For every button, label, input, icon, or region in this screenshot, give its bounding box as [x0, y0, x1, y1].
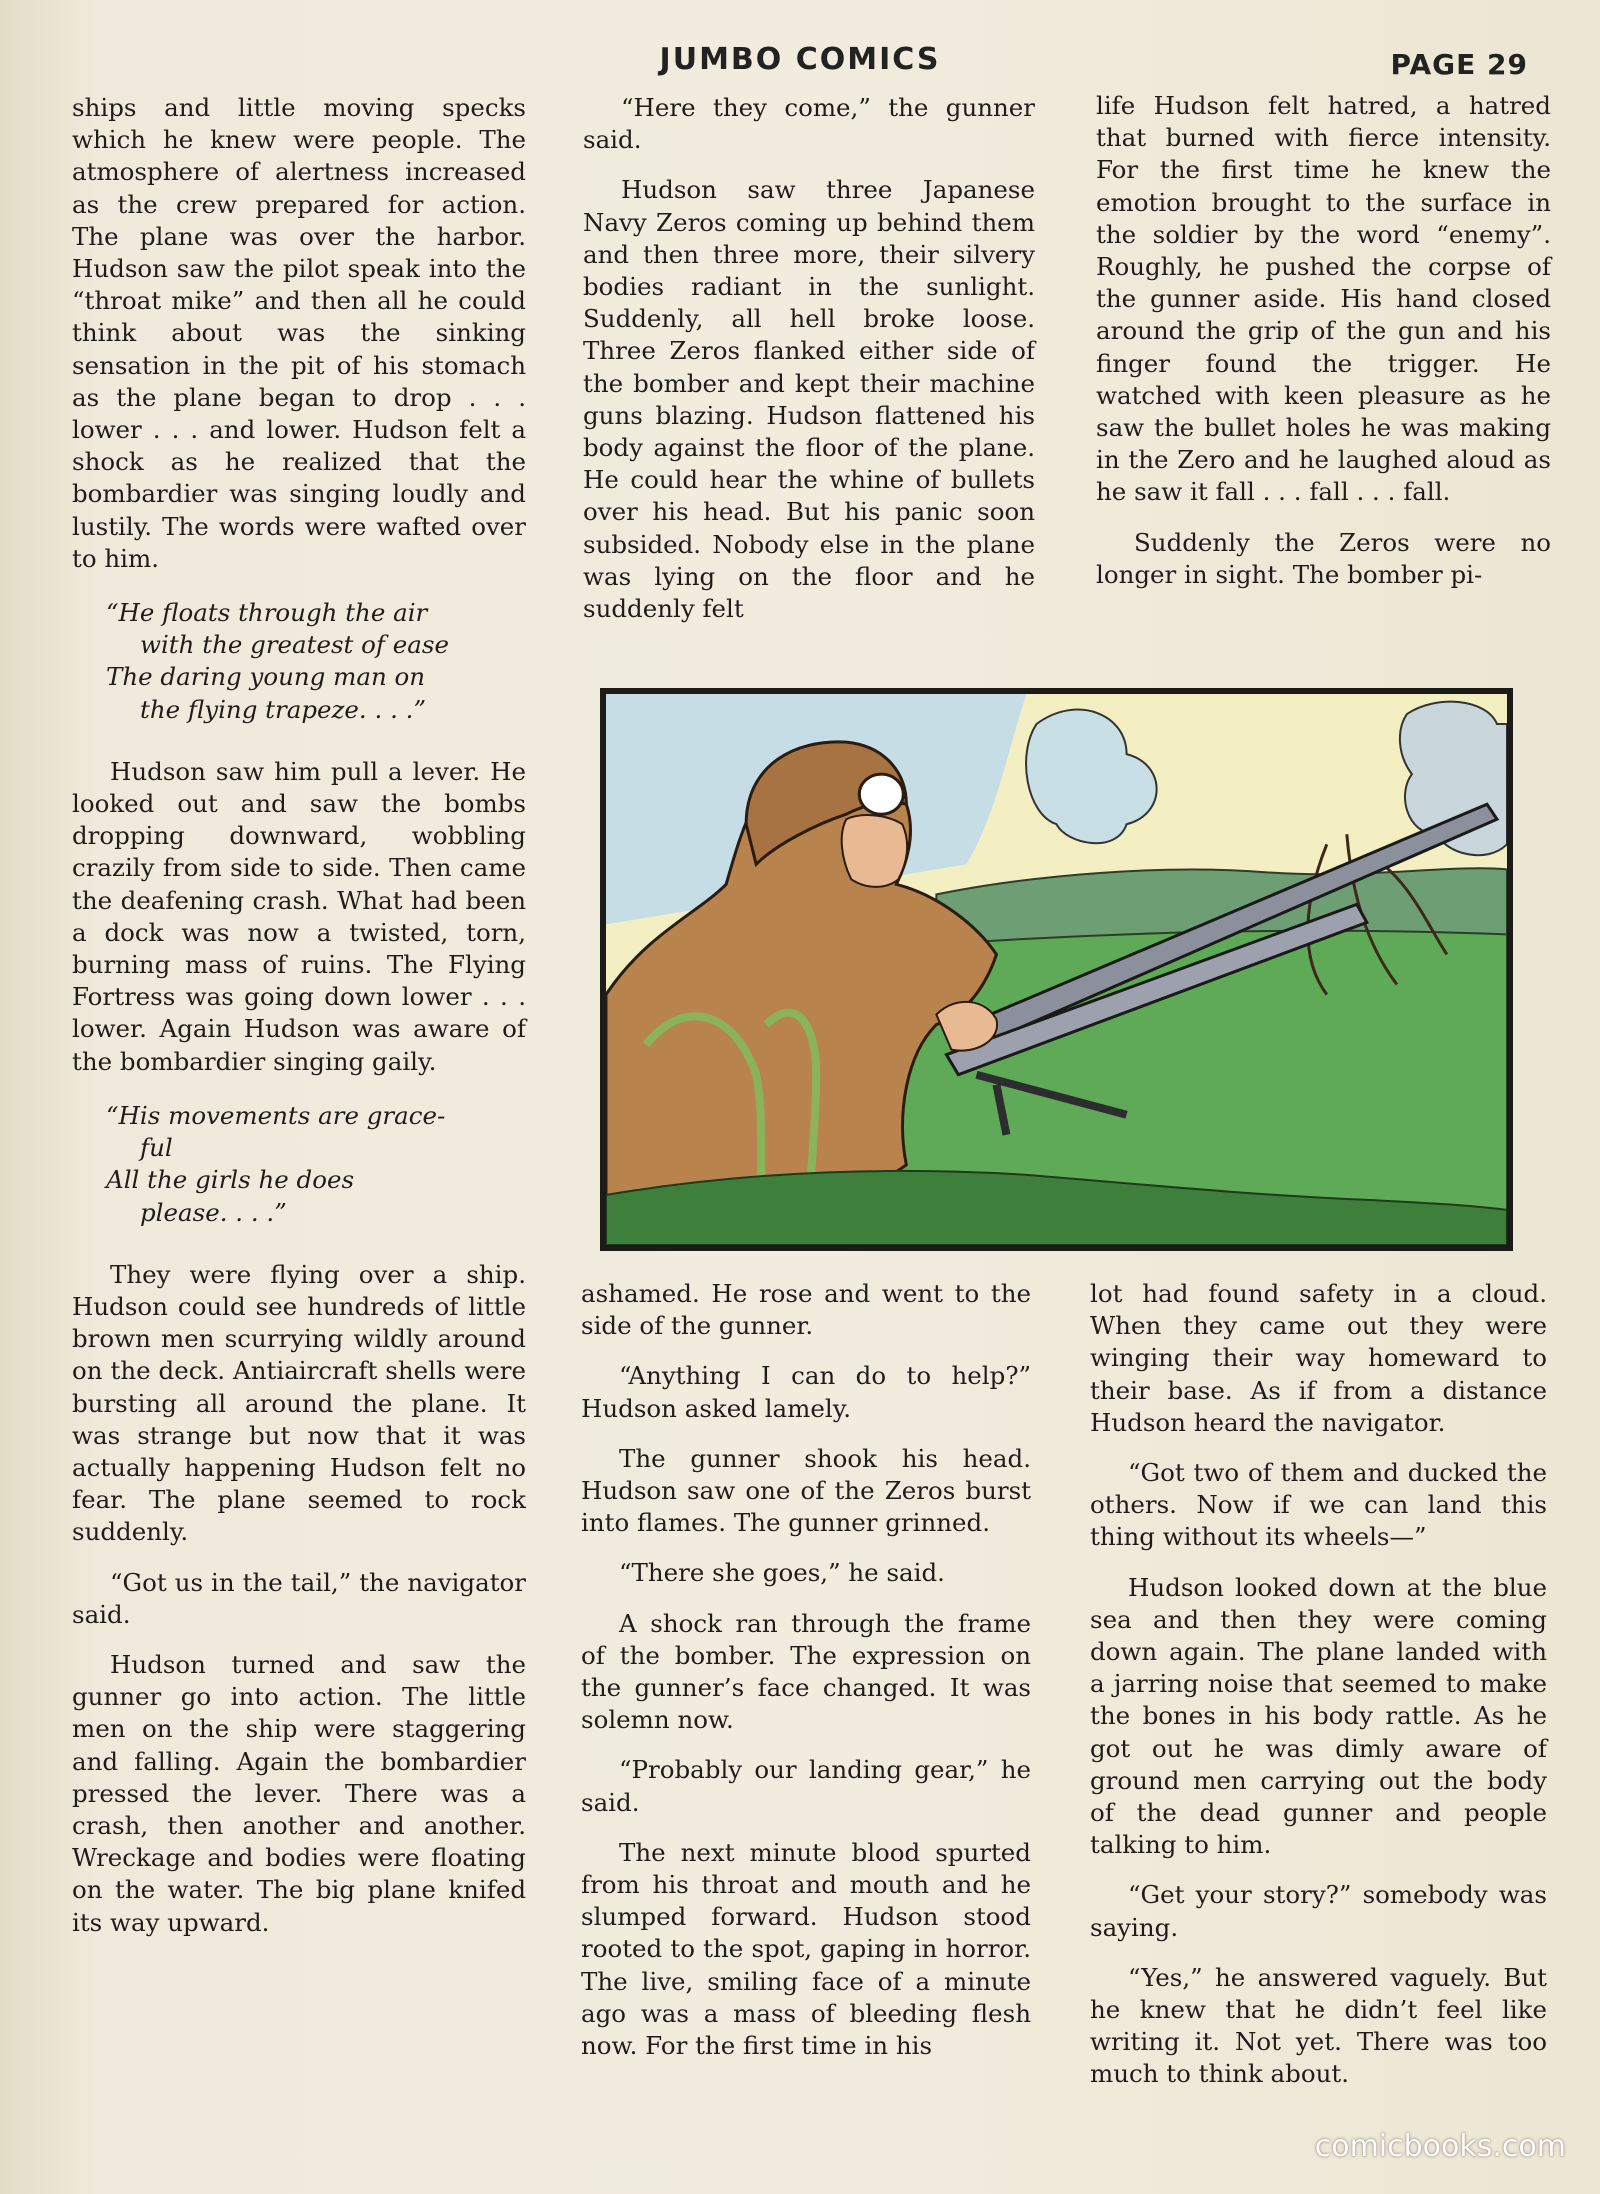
- paragraph: ships and little moving specks which he knew were people. The atmosphere of alertness increased as the crew prepared for action. The plane was over the harbor. Hudson saw the pilot speak into the “throat mike” and then all he could think about was the sinking sensation in the pit of his stomach as the plane began to drop . . . lower . . . and lower. Hudson felt a shock as he realized that the bombardier was singing loudly and lustily. The words were wafted over to him.: [72, 93, 526, 573]
- paragraph: “Got two of them and ducked the others. Now if we can land this thing without its wheels—”: [1090, 1458, 1547, 1552]
- page-number: PAGE 29: [1390, 48, 1528, 81]
- paragraph: They were flying over a ship. Hudson could see hundreds of little brown men scurrying wildly around on the deck. Antiaircraft shells were bursting all around the plane. It was strange but now that it was actually happening Hudson felt no fear. The plane seemed to rock suddenly.: [72, 1259, 526, 1547]
- paragraph: Hudson saw three Japanese Navy Zeros coming up behind them and then three more, their silvery bodies radiant in the sunlight. Suddenly, all hell broke loose. Three Zeros flanked either side of the bomber and kept their machine guns blazing. Hudson flattened his body against the floor of the plane. He could hear the whine of bullets over his head. But his panic soon subsided. Nobody else in the plane was lying on the floor and he suddenly felt: [583, 175, 1035, 624]
- magazine-title: JUMBO COMICS: [659, 42, 941, 77]
- paragraph: “Probably our landing gear,” he said.: [581, 1755, 1031, 1817]
- paragraph: A shock ran through the frame of the bomber. The expression on the gunner’s face changed. It was solemn now.: [581, 1608, 1031, 1735]
- paragraph: “Got us in the tail,” the navigator said.: [72, 1567, 526, 1629]
- text-column-3-top: [1096, 90, 1551, 609]
- paragraph: “Yes,” he answered vaguely. But he knew that he didn’t feel like writing it. Not yet. There was too much to think about.: [1090, 1962, 1547, 2089]
- paragraph: “Get your story?” somebody was saying.: [1090, 1880, 1547, 1942]
- paragraph: “There she goes,” he said.: [619, 1558, 945, 1588]
- text-column-2-bottom: [581, 1278, 1031, 2080]
- paragraph: ashamed. He rose and went to the side of the gunner.: [581, 1279, 1031, 1341]
- face: [842, 815, 907, 887]
- verse-line: please. . . .”: [140, 1197, 287, 1227]
- paragraph: The gunner shook his head. Hudson saw one of the Zeros burst into flames. The gunner grinned.: [581, 1443, 1031, 1538]
- illustration-panel: [600, 688, 1513, 1251]
- paragraph: “Here they come,” the gunner said.: [583, 93, 1035, 155]
- verse-line: “He floats through the air: [106, 598, 428, 628]
- paragraph: Hudson looked down at the blue sea and then they were coming down again. The plane landed with a jarring noise that seemed to make the bones in his body rattle. As he got out he was dimly aware of ground men carrying out the body of the dead gunner and people talking to him.: [1090, 1572, 1547, 1860]
- paragraph: Hudson turned and saw the gunner go into action. The little men on the ship were staggering and falling. Again the bombardier pressed the lever. There was a crash, then another and another. Wreckage and bodies were floating on the water. The big plane knifed its way upward.: [72, 1649, 526, 1937]
- verse-line: with the greatest of ease: [140, 630, 449, 660]
- text-column-1: [72, 92, 526, 1957]
- goggles: [859, 774, 903, 814]
- text-column-2-top: [583, 92, 1035, 643]
- paragraph: The next minute blood spurted from his throat and mouth and he slumped forward. Hudson stood rooted to the spot, gaping in horror. The live, smiling face of a minute ago was a mass of bleeding flesh now. For the first time in his: [581, 1837, 1031, 2061]
- site-watermark: comicbooks.com: [1314, 2129, 1566, 2164]
- song-verse-1: [106, 597, 526, 726]
- verse-line: “His movements are grace-: [106, 1100, 446, 1130]
- verse-line: All the girls he does: [106, 1165, 355, 1195]
- text-column-3-bottom: [1090, 1278, 1547, 2109]
- paragraph: lot had found safety in a cloud. When they came out they were winging their way homeward to their base. As if from a distance Hudson heard the navigator.: [1090, 1279, 1547, 1437]
- paragraph: Hudson saw him pull a lever. He looked out and saw the bombs dropping downward, wobbling crazily from side to side. Then came the deafening crash. What had been a dock was now a twisted, torn, burning mass of ruins. The Flying Fortress was going down lower . . . lower. Again Hudson was aware of the bombardier singing gaily.: [72, 756, 526, 1076]
- gunner-illustration: [606, 694, 1507, 1245]
- paragraph: Suddenly the Zeros were no longer in sight. The bomber pi-: [1096, 527, 1551, 589]
- verse-line: The daring young man on: [106, 662, 426, 692]
- paragraph: “Anything I can do to help?” Hudson asked lamely.: [581, 1361, 1031, 1423]
- paragraph: life Hudson felt hatred, a hatred that burned with fierce intensity. For the first time he knew the emotion brought to the surface in the soldier by the word “enemy”. Roughly, he pushed the corpse of the gunner aside. His hand closed around the grip of the gun and his finger found the trigger. He watched with keen pleasure as he saw the bullet holes he was making in the Zero and he laughed aloud as he saw it fall . . . fall . . . fall.: [1096, 91, 1551, 507]
- song-verse-2: [106, 1100, 526, 1229]
- verse-line: ful: [140, 1133, 173, 1163]
- verse-line: the flying trapeze. . . .”: [140, 694, 426, 724]
